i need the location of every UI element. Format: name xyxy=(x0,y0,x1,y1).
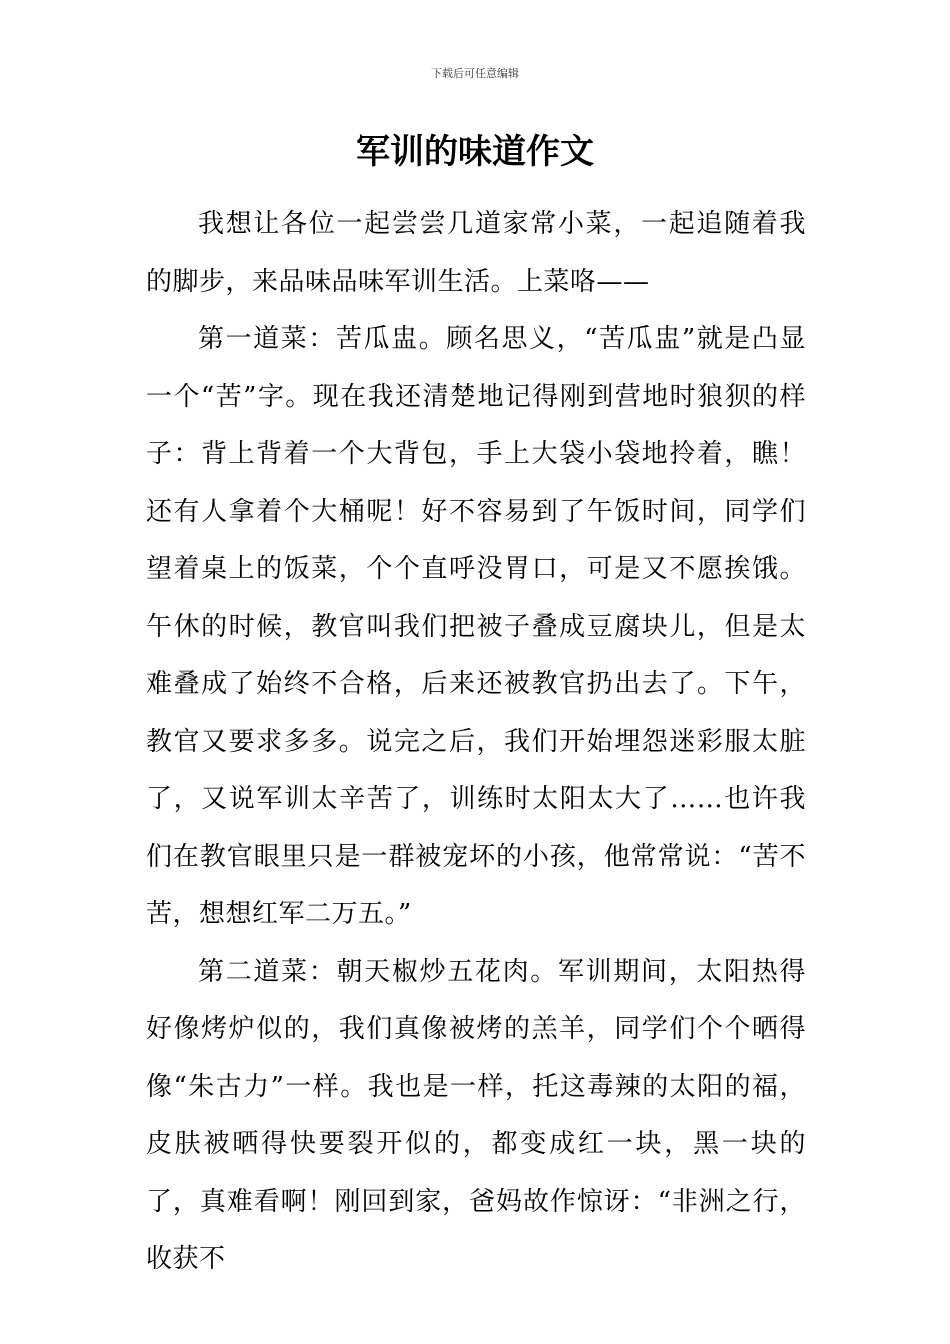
document-title: 军训的味道作文 xyxy=(356,132,594,172)
paragraph-second-dish: 第二道菜：朝天椒炒五花肉。军训期间，太阳热得好像烤炉似的，我们真像被烤的羔羊，同学们个个晒得像“朱古力”一样。我也是一样，托这毒辣的太阳的福，皮肤被晒得快要裂开似的，都变成红一块，黑一块的了，真难看啊！刚回到家，爸妈故作惊讶：“非洲之行，收获不 xyxy=(146,956,806,1274)
paragraph-first-dish: 第一道菜：苦瓜盅。顾名思义，“苦瓜盅”就是凸显一个“苦”字。现在我还清楚地记得刚到营地时狼狈的样子：背上背着一个大背包，手上大袋小袋地拎着，瞧！还有人拿着个大桶呢！好不容易到了午饭时间，同学们望着桌上的饭菜，个个直呼没胃口，可是又不愿挨饿。午休的时候，教官叫我们把被子叠成豆腐块儿，但是太难叠成了始终不合格，后来还被教官扔出去了。下午，教官又要求多多。说完之后，我们开始埋怨迷彩服太脏了，又说军训太辛苦了，训练时太阳太大了……也许我们在教官眼里只是一群被宠坏的小孩，他常常说：“苦不苦，想想红军二万五。” xyxy=(146,324,806,929)
header-note: 下载后可任意编辑 xyxy=(431,67,519,80)
paragraph-intro: 我想让各位一起尝尝几道家常小菜，一起追随着我的脚步，来品味品味军训生活。上菜咯—— xyxy=(146,209,806,297)
document-body xyxy=(146,196,806,1289)
